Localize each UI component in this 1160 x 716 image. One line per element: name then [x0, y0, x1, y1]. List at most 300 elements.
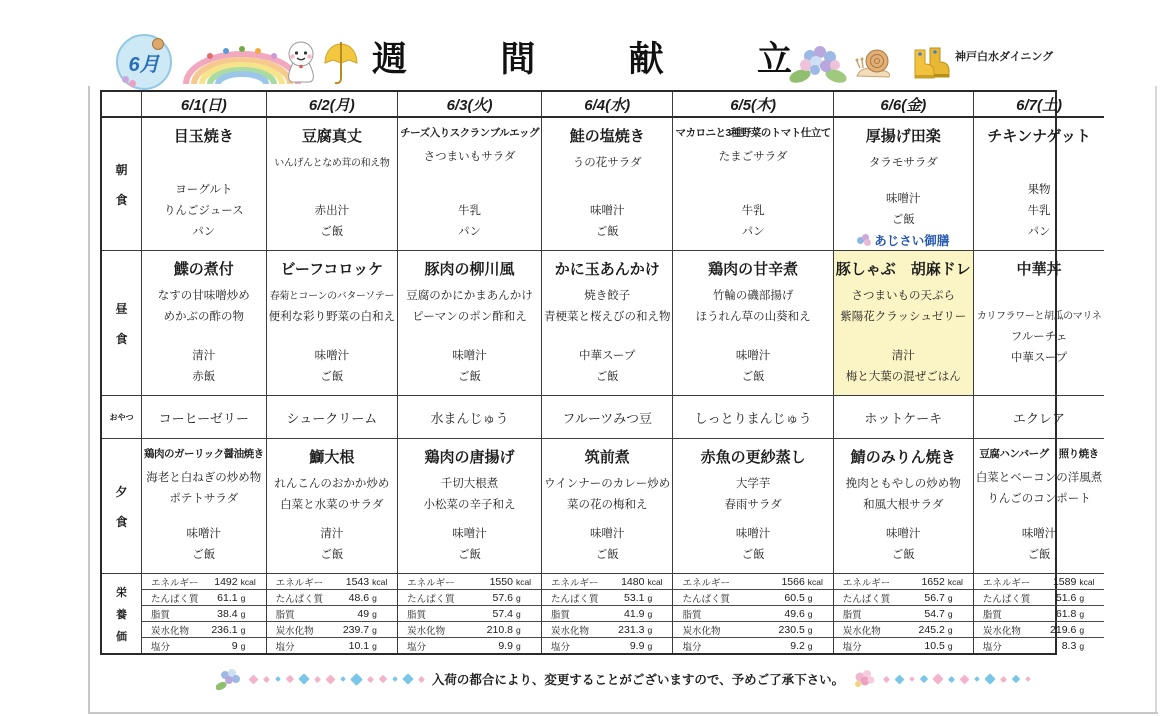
nutrition-row	[542, 590, 673, 606]
nutrition-row	[673, 638, 832, 653]
dish-sub: ピーマンのポン酢和え	[412, 311, 527, 323]
dish-sub: ほうれん草の山葵和え	[695, 311, 811, 323]
dish-sub: れんこんのおかか炒め	[274, 478, 390, 490]
menu-cell-snack: ホットケーキ	[834, 396, 974, 439]
nutrition-row	[834, 622, 973, 638]
dish-side: ご飯	[595, 371, 619, 383]
nutrition-row	[834, 590, 973, 606]
dish-main: 鶏肉の唐揚げ	[424, 449, 515, 466]
badge-flower-dot	[122, 76, 129, 83]
nutrition-unit: g	[240, 624, 246, 635]
title-char: 立	[756, 40, 792, 79]
dish-side: ヨーグルト	[175, 184, 233, 196]
dish-main: 豆腐真丈	[301, 128, 362, 145]
nutrition-row	[267, 606, 398, 622]
nutrition-value: 49.6	[784, 607, 805, 620]
dish-sub: ウインナーのカレー炒め	[544, 478, 671, 490]
diamond-sparkle	[350, 673, 363, 686]
date-header: 6/4(水)	[542, 92, 674, 118]
dish-sub: タラモサラダ	[868, 157, 938, 169]
dish-sub: 焼き餃子	[584, 290, 631, 302]
mini-hydrangea-icon	[857, 234, 872, 247]
nutrition-label: 脂質	[842, 609, 862, 621]
nutrition-label: 脂質	[275, 609, 295, 621]
diamond-sparkle	[883, 675, 890, 682]
footer-note: 入荷の都合により、変更することがございますので、予めご了承下さい。	[431, 673, 845, 687]
dish-sub-list	[424, 474, 516, 516]
menu-cell-breakfast	[974, 118, 1105, 251]
scan-edge-right	[1155, 86, 1157, 712]
dish-side: ご飯	[320, 226, 344, 238]
nutrition-value: 57.6	[492, 591, 513, 604]
nutrition-row	[542, 574, 673, 590]
nutrition-label: 塩分	[550, 641, 570, 653]
nutrition-value: 61.8	[1055, 607, 1077, 620]
dish-sub-list	[544, 474, 670, 516]
dish-side-list	[886, 189, 921, 231]
dish-side: 赤出汁	[314, 205, 350, 217]
menu-cell-dinner	[542, 439, 674, 574]
hydrangea-icon	[788, 42, 848, 86]
nutrition-row	[974, 606, 1105, 622]
row-label-text: おやつ	[109, 412, 134, 422]
dish-side-list	[452, 524, 487, 566]
dish-side: 味噌汁	[589, 528, 625, 540]
dish-sub: カリフラワーと胡瓜のマリネ	[976, 310, 1102, 322]
diamond-sparkle	[960, 674, 970, 684]
nutrition-label: たんぱく質	[407, 593, 455, 605]
nutrition-row	[267, 638, 398, 653]
weekly-menu-table	[100, 90, 1103, 655]
nutrition-value: 1566	[781, 575, 805, 588]
nutrition-label: エネルギー	[682, 577, 730, 589]
menu-cell-lunch	[142, 251, 267, 396]
dish-side-list	[742, 201, 765, 243]
dish-main: マカロニと3種野菜のトマト仕立て	[675, 127, 831, 139]
nutrition-label: 塩分	[407, 641, 427, 653]
nutrition-unit: g	[947, 608, 953, 619]
ajisai-note	[834, 231, 973, 249]
footer-decoration-left	[250, 675, 424, 684]
diamond-sparkle	[1012, 675, 1020, 683]
nutrition-value: 53.1	[624, 591, 645, 604]
nutrition-unit: kcal	[1079, 576, 1095, 587]
nutrition-unit: g	[515, 640, 521, 651]
dish-sub: 豆腐のかにかまあんかけ	[406, 290, 533, 302]
dish-main: チキンナゲット	[987, 128, 1091, 145]
dish-side: 牛乳	[458, 205, 482, 217]
nutrition-row	[834, 638, 973, 653]
row-label-char: 朝	[115, 162, 128, 177]
nutrition-row	[542, 622, 673, 638]
dish-sub-list	[146, 468, 261, 510]
nutrition-label: 脂質	[407, 609, 427, 621]
dish-side: 清汁	[320, 528, 344, 540]
dish-side-list	[590, 524, 625, 566]
nutrition-unit: kcal	[515, 576, 532, 587]
nutrition-unit: g	[372, 624, 377, 635]
diamond-sparkle	[314, 675, 321, 682]
nutrition-label: エネルギー	[842, 577, 891, 589]
date-header: 6/7(土)	[974, 92, 1105, 118]
nutrition-row	[974, 590, 1105, 606]
nutrition-cell	[542, 574, 674, 653]
dish-main: 目玉焼き	[173, 128, 234, 145]
row-label-char: 夕	[115, 484, 128, 499]
badge-flower-dot	[129, 80, 136, 87]
dish-side: 清汁	[192, 350, 216, 362]
dish-sub: 和風大根サラダ	[863, 499, 944, 511]
dish-main: ビーフコロッケ	[280, 261, 384, 278]
nutrition-unit: g	[515, 624, 521, 635]
dish-sub: 海老と白ねぎの炒め物	[146, 472, 262, 484]
dish-side: 中華スープ	[579, 350, 636, 362]
nutrition-row	[673, 606, 832, 622]
nutrition-label: たんぱく質	[982, 593, 1031, 605]
dish-sub: ポテトサラダ	[169, 493, 239, 505]
diamond-sparkle	[402, 673, 413, 684]
dish-side: ご飯	[741, 371, 765, 383]
row-label-char: 養	[116, 608, 127, 621]
dish-side: ご飯	[891, 549, 915, 561]
nutrition-label: エネルギー	[982, 577, 1031, 589]
dish-side: 赤飯	[192, 371, 216, 383]
date-header: 6/2(月)	[267, 92, 399, 118]
nutrition-label: 塩分	[842, 641, 862, 653]
nutrition-value: 239.7	[342, 623, 370, 636]
nutrition-value: 10.1	[348, 639, 370, 652]
nutrition-row	[673, 574, 832, 590]
menu-cell-breakfast	[142, 118, 267, 251]
nutrition-value: 9.2	[790, 639, 805, 652]
nutrition-label: たんぱく質	[550, 593, 599, 605]
date-header: 6/1(日)	[142, 92, 267, 118]
dish-side: 味噌汁	[886, 193, 921, 205]
dish-side: りんごジュース	[163, 205, 244, 217]
dish-main: チーズ入りスクランブルエッグ	[400, 127, 539, 139]
row-label	[102, 396, 142, 439]
nutrition-value: 60.5	[784, 591, 805, 604]
diamond-sparkle	[286, 675, 294, 683]
menu-cell-breakfast	[673, 118, 833, 251]
teru-teru-bozu-icon	[283, 40, 319, 86]
nutrition-unit: g	[515, 608, 521, 619]
menu-cell-breakfast	[834, 118, 974, 251]
nutrition-row	[398, 638, 541, 653]
nutrition-cell	[673, 574, 833, 653]
dish-sub-list	[544, 286, 671, 328]
diamond-sparkle	[379, 675, 387, 683]
nutrition-row	[974, 574, 1105, 590]
nutrition-row	[142, 622, 266, 638]
dish-main: 鮭の塩焼き	[569, 128, 645, 145]
menu-cell-dinner	[142, 439, 267, 574]
nutrition-unit: g	[807, 640, 813, 651]
dish-sub: たまごサラダ	[718, 151, 788, 163]
menu-cell-dinner	[267, 439, 399, 574]
dish-sub: なすの甘味噌炒め	[157, 290, 250, 302]
nutrition-label: 塩分	[275, 641, 295, 653]
nutrition-row	[142, 606, 266, 622]
row-label	[102, 251, 142, 396]
dish-main: 鶏肉の甘辛煮	[708, 261, 799, 278]
dish-side-list	[886, 524, 921, 566]
dish-main: 厚揚げ田楽	[865, 128, 941, 145]
dish-side: パン	[458, 226, 482, 238]
dish-sub: 春雨サラダ	[724, 499, 782, 511]
page-header	[0, 30, 1160, 90]
nutrition-cell	[834, 574, 974, 653]
row-label-char: 食	[115, 331, 128, 346]
dish-sub: 小松菜の辛子和え	[423, 499, 516, 511]
menu-cell-dinner	[834, 439, 974, 574]
nutrition-value: 54.7	[924, 607, 945, 620]
nutrition-value: 57.4	[492, 607, 513, 620]
nutrition-unit: g	[372, 592, 377, 603]
nutrition-value: 9.9	[498, 639, 513, 652]
title-char: 週	[372, 40, 408, 79]
nutrition-row	[398, 606, 541, 622]
nutrition-cell	[974, 574, 1105, 653]
dish-side: ご飯	[320, 371, 344, 383]
nutrition-row	[142, 638, 266, 653]
nutrition-value: 10.5	[924, 639, 945, 652]
ajisai-note-text: あじさい御膳	[874, 234, 950, 248]
row-label	[102, 118, 142, 251]
diamond-sparkle	[909, 676, 915, 682]
diamond-sparkle	[895, 674, 905, 684]
nutrition-label: 脂質	[682, 609, 702, 621]
diamond-sparkle	[367, 675, 374, 682]
dish-sub-list	[869, 153, 938, 174]
table-corner	[102, 92, 142, 118]
menu-cell-lunch	[398, 251, 542, 396]
nutrition-row	[398, 590, 541, 606]
dish-sub: いんげんとなめ茸の和え物	[274, 158, 390, 169]
nutrition-value: 230.5	[778, 623, 805, 636]
dish-sub: うの花サラダ	[572, 157, 642, 169]
dish-side: 清汁	[891, 350, 915, 362]
dish-side-list	[1028, 180, 1051, 243]
dish-sub-list	[840, 286, 966, 328]
nutrition-label: 脂質	[151, 609, 171, 621]
diamond-sparkle	[418, 675, 425, 682]
nutrition-value: 41.9	[624, 607, 645, 620]
snail-icon	[852, 46, 894, 82]
diamond-sparkle	[298, 673, 309, 684]
diamond-sparkle	[984, 673, 995, 684]
nutrition-unit: g	[240, 640, 246, 651]
dish-main: 鶏肉のガーリック醤油焼き	[144, 448, 264, 460]
dish-side-list	[315, 346, 350, 388]
dish-sub-list	[274, 474, 389, 516]
nutrition-label: 脂質	[550, 609, 570, 621]
dish-side-list	[736, 346, 771, 388]
dish-side: 味噌汁	[186, 528, 222, 540]
row-label	[102, 574, 142, 653]
menu-cell-lunch	[267, 251, 399, 396]
nutrition-row	[834, 606, 973, 622]
diamond-sparkle	[974, 676, 980, 682]
nutrition-unit: g	[1079, 608, 1085, 619]
dish-side: ご飯	[458, 549, 482, 561]
dish-sub-list	[719, 147, 788, 168]
date-header: 6/5(木)	[673, 92, 833, 118]
nutrition-unit: g	[1079, 640, 1085, 651]
diamond-sparkle	[263, 675, 270, 682]
dish-sub-list	[696, 286, 811, 328]
dish-side: 牛乳	[741, 205, 765, 217]
dish-sub: 紫陽花クラッシュゼリー	[840, 311, 967, 323]
month-badge	[116, 34, 172, 90]
nutrition-row	[267, 574, 398, 590]
dish-side-list	[187, 524, 222, 566]
dish-sub: りんごのコンポート	[987, 493, 1091, 505]
dish-sub: 大学芋	[735, 478, 771, 490]
row-label-char: 食	[115, 192, 128, 207]
dish-sub-list	[158, 286, 250, 328]
footer-flower-icon	[852, 669, 876, 689]
dish-side-list	[736, 524, 771, 566]
umbrella-icon	[322, 40, 360, 86]
row-label-char: 栄	[116, 586, 127, 599]
footer-hydrangea-icon	[216, 668, 242, 690]
nutrition-value: 1550	[489, 575, 513, 588]
dish-main: 赤魚の更紗蒸し	[700, 449, 806, 466]
nutrition-row	[267, 590, 398, 606]
menu-cell-breakfast	[542, 118, 674, 251]
dish-side: 梅と大葉の混ぜごはん	[845, 371, 961, 383]
nutrition-value: 1480	[621, 575, 645, 588]
rain-boots-icon	[910, 44, 952, 82]
dish-side-list	[579, 346, 635, 388]
nutrition-unit: g	[1079, 624, 1085, 635]
nutrition-row	[267, 622, 398, 638]
nutrition-label: 脂質	[982, 609, 1002, 621]
nutrition-unit: g	[807, 624, 813, 635]
diamond-sparkle	[948, 675, 955, 682]
nutrition-label: 炭水化物	[407, 625, 446, 637]
nutrition-value: 56.7	[924, 591, 945, 604]
menu-cell-breakfast	[267, 118, 399, 251]
nutrition-unit: g	[807, 592, 813, 603]
dish-side: 果物	[1027, 184, 1051, 196]
nutrition-value: 245.2	[918, 623, 945, 636]
dish-main: かに玉あんかけ	[554, 261, 660, 278]
nutrition-value: 219.6	[1050, 623, 1077, 636]
dish-side: 味噌汁	[589, 205, 625, 217]
dish-sub-list	[846, 474, 961, 516]
dish-side: 味噌汁	[735, 350, 771, 362]
dish-side: ご飯	[891, 214, 915, 226]
diamond-sparkle	[325, 674, 335, 684]
dish-side-list	[1022, 524, 1057, 566]
dish-side-list	[315, 201, 350, 243]
menu-cell-breakfast	[398, 118, 542, 251]
nutrition-unit: g	[1079, 592, 1085, 603]
nutrition-label: エネルギー	[550, 577, 599, 589]
nutrition-label: 炭水化物	[682, 625, 721, 637]
nutrition-unit: kcal	[647, 576, 663, 587]
dish-side-list	[164, 180, 244, 243]
diamond-sparkle	[275, 676, 281, 682]
nutrition-label: 塩分	[151, 641, 171, 653]
dish-side-list	[192, 346, 215, 388]
nutrition-unit: kcal	[372, 576, 388, 587]
menu-cell-dinner	[673, 439, 833, 574]
dish-sub: 春菊とコーンのバターソテー	[269, 291, 394, 302]
dish-main: 鰤大根	[309, 449, 355, 466]
nutrition-value: 49	[357, 607, 370, 620]
menu-cell-dinner	[398, 439, 542, 574]
nutrition-row	[673, 622, 832, 638]
menu-cell-lunch	[673, 251, 833, 396]
dish-side: 味噌汁	[1021, 528, 1057, 540]
dish-main: 筑前煮	[584, 449, 630, 466]
nutrition-row	[673, 590, 832, 606]
month-badge-label: 6月	[128, 53, 160, 76]
nutrition-value: 51.6	[1055, 591, 1077, 604]
nutrition-unit: g	[647, 640, 653, 651]
date-header: 6/6(金)	[834, 92, 974, 118]
nutrition-unit: g	[647, 624, 653, 635]
nutrition-value: 1652	[921, 575, 945, 588]
nutrition-label: 炭水化物	[151, 625, 190, 637]
nutrition-unit: g	[515, 592, 521, 603]
dish-side: ご飯	[741, 549, 765, 561]
nutrition-label: 炭水化物	[982, 625, 1021, 637]
diamond-sparkle	[1025, 676, 1031, 682]
dish-side: パン	[192, 226, 216, 238]
dish-sub-list	[274, 153, 389, 174]
nutrition-label: たんぱく質	[842, 593, 891, 605]
dish-side: ご飯	[192, 549, 216, 561]
dish-sub: 中華スープ	[1010, 351, 1068, 364]
menu-cell-lunch	[834, 251, 974, 396]
dish-main: 鰈の煮付	[173, 261, 234, 278]
nutrition-row	[398, 574, 541, 590]
dish-side: ご飯	[595, 226, 619, 238]
dish-side: ご飯	[320, 549, 344, 561]
nutrition-unit: g	[947, 592, 953, 603]
footer	[88, 662, 1158, 696]
nutrition-unit: g	[647, 608, 653, 619]
nutrition-value: 236.1	[211, 623, 238, 636]
page-title	[372, 32, 792, 82]
menu-cell-snack: フルーツみつ豆	[542, 396, 674, 439]
scan-edge-left	[88, 86, 90, 714]
nutrition-label: 塩分	[682, 641, 702, 653]
dish-side: 牛乳	[1027, 205, 1051, 217]
nutrition-row	[142, 574, 266, 590]
dish-sub: 挽肉ともやしの炒め物	[845, 478, 961, 490]
nutrition-value: 1589	[1052, 575, 1077, 588]
dish-side: 味噌汁	[735, 528, 771, 540]
dish-main: 豚しゃぶ 胡麻ドレ	[835, 261, 971, 278]
menu-cell-snack: 水まんじゅう	[398, 396, 542, 439]
scan-edge-bottom	[88, 712, 1158, 714]
nutrition-label: エネルギー	[275, 577, 324, 589]
diamond-sparkle	[932, 673, 943, 684]
dish-sub: フルーチェ	[1010, 330, 1068, 343]
diamond-sparkle	[1000, 675, 1007, 682]
dish-sub-list	[406, 286, 533, 328]
menu-cell-snack: エクレア	[974, 396, 1105, 439]
dish-main: 豚肉の柳川風	[424, 261, 515, 278]
nutrition-label: たんぱく質	[151, 593, 199, 605]
dish-sub: 白菜と水菜のサラダ	[280, 499, 384, 511]
nutrition-value: 8.3	[1061, 639, 1077, 652]
